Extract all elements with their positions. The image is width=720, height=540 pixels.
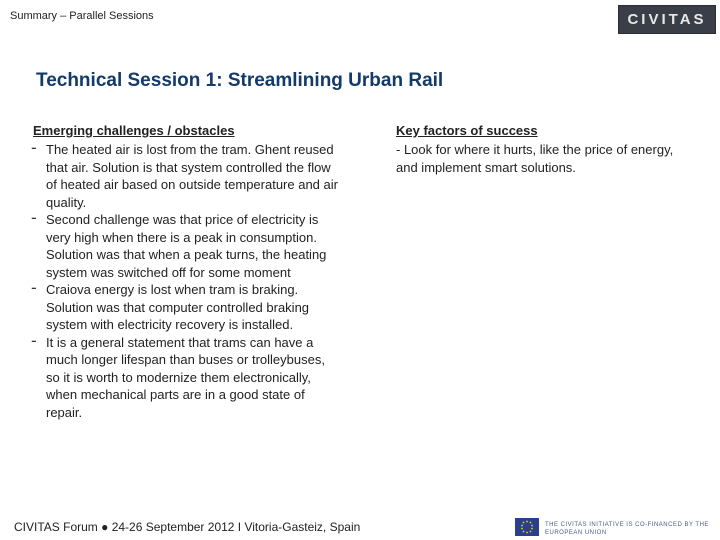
- bullet-text: Craiova energy is lost when tram is braking. Solution was that computer controlled braking system with electricity recovery is installed.: [46, 282, 310, 332]
- eu-cofinanced-text: THE CIVITAS INITIATIVE IS CO-FINANCED BY THE EUROPEAN UNION: [545, 522, 709, 536]
- civitas-logo: [618, 5, 716, 34]
- success-factors-heading: Key factors of success: [396, 123, 538, 138]
- section-label: Summary – Parallel Sessions: [10, 10, 154, 22]
- list-item: [31, 138, 338, 211]
- bullet-text: The heated air is lost from the tram. Ghent reused that air. Solution is that system controlled the flow of heated air based on outside temperature and air quality.: [46, 142, 338, 210]
- bullet-text: Second challenge was that price of electricity is very high when there is a peak in consumption. Solution was that when a peak turns, the heating system was switched off for some moment: [46, 212, 327, 280]
- eu-flag-icon: [515, 518, 539, 536]
- bullet-marker: -: [31, 330, 37, 350]
- bullet-marker: -: [31, 138, 37, 157]
- slide-title: Technical Session 1: Streamlining Urban Rail: [36, 70, 444, 91]
- bullet-text: It is a general statement that trams can have a much longer lifespan than buses or trolleybuses, so it is worth to modernize them electronically, when mechanical parts are in a good state of repair.: [46, 334, 325, 420]
- challenges-column: [33, 123, 338, 421]
- success-factors-column: [396, 123, 696, 176]
- footer-event: CIVITAS Forum ● 24-26 September 2012 I Vitoria-Gasteiz, Spain: [14, 520, 361, 534]
- list-item: [31, 330, 338, 422]
- bullet-marker: -: [31, 278, 37, 297]
- challenges-list: [31, 138, 338, 421]
- header-bar: [0, 0, 720, 36]
- success-factors-text: - Look for where it hurts, like the price of energy, and implement smart solutions.: [396, 142, 674, 175]
- bullet-marker: -: [31, 208, 37, 227]
- challenges-heading: Emerging challenges / obstacles: [33, 123, 235, 138]
- civitas-logo-text: CIVITAS: [627, 11, 707, 28]
- list-item: [31, 208, 338, 281]
- list-item: [31, 278, 338, 334]
